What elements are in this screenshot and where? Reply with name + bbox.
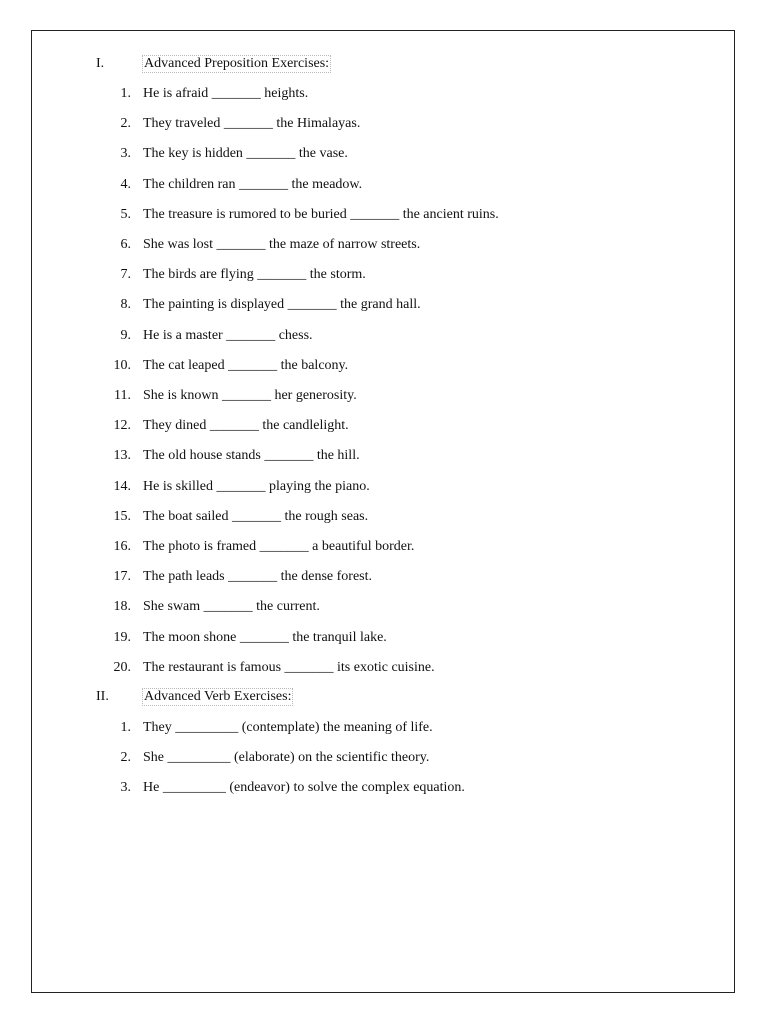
exercise-item bbox=[0, 236, 768, 256]
item-sentence: The path leads _______ the dense forest. bbox=[143, 569, 372, 585]
item-sentence: The key is hidden _______ the vase. bbox=[143, 146, 348, 162]
item-number: 16. bbox=[113, 539, 131, 554]
item-number: 13. bbox=[113, 448, 131, 464]
item-sentence: The boat sailed _______ the rough seas. bbox=[143, 508, 369, 524]
item-sentence: He is a master _______ chess. bbox=[143, 327, 313, 343]
exercise-item bbox=[0, 598, 768, 618]
item-sentence: They dined _______ the candlelight. bbox=[143, 418, 349, 434]
item-sentence: The children ran _______ the meadow. bbox=[143, 176, 363, 192]
item-number: 4. bbox=[120, 176, 131, 192]
item-sentence: She swam _______ the current. bbox=[143, 599, 320, 615]
exercise-item bbox=[0, 296, 768, 316]
exercise-item bbox=[0, 266, 768, 286]
item-sentence: The restaurant is famous _______ its exotic cuisine. bbox=[143, 659, 435, 675]
item-number: 3. bbox=[120, 146, 131, 162]
item-number: 8. bbox=[120, 297, 131, 313]
item-number: 5. bbox=[120, 206, 131, 222]
exercise-item bbox=[0, 145, 768, 165]
item-number: 19. bbox=[113, 629, 131, 645]
exercise-item bbox=[0, 417, 768, 437]
item-sentence: He _________ (endeavor) to solve the complex equation. bbox=[143, 780, 465, 795]
item-sentence: He is afraid _______ heights. bbox=[143, 86, 309, 101]
exercise-item bbox=[0, 357, 768, 377]
item-number: 10. bbox=[113, 357, 131, 373]
exercise-item bbox=[0, 115, 768, 135]
item-sentence: The old house stands _______ the hill. bbox=[143, 448, 360, 464]
item-sentence: They _________ (contemplate) the meaning of life. bbox=[143, 720, 433, 735]
item-number: 9. bbox=[120, 327, 131, 343]
item-number: 1. bbox=[120, 86, 131, 101]
item-sentence: The painting is displayed _______ the grand hall. bbox=[143, 297, 421, 313]
section-numeral: I. bbox=[96, 56, 105, 71]
item-sentence: She is known _______ her generosity. bbox=[143, 388, 357, 403]
exercise-item bbox=[0, 176, 768, 196]
section-numeral: II. bbox=[96, 689, 109, 704]
item-sentence: She _________ (elaborate) on the scientific theory. bbox=[143, 750, 430, 765]
item-number: 2. bbox=[120, 750, 131, 765]
exercise-item bbox=[0, 629, 768, 649]
item-sentence: The photo is framed _______ a beautiful border. bbox=[143, 539, 415, 554]
exercise-item bbox=[0, 206, 768, 226]
exercise-item bbox=[0, 749, 768, 769]
item-number: 14. bbox=[113, 478, 131, 494]
exercise-item bbox=[0, 478, 768, 498]
exercise-item bbox=[0, 568, 768, 588]
item-number: 6. bbox=[120, 237, 131, 252]
item-sentence: She was lost _______ the maze of narrow streets. bbox=[143, 237, 421, 252]
exercise-item bbox=[0, 779, 768, 799]
item-sentence: The birds are flying _______ the storm. bbox=[143, 267, 366, 283]
item-number: 12. bbox=[113, 418, 131, 434]
item-number: 7. bbox=[120, 267, 131, 283]
section-title: Advanced Verb Exercises: bbox=[144, 689, 292, 704]
section-title: Advanced Preposition Exercises: bbox=[144, 56, 330, 71]
exercise-item bbox=[0, 508, 768, 528]
item-sentence: He is skilled _______ playing the piano. bbox=[143, 478, 370, 494]
exercise-item bbox=[0, 85, 768, 105]
exercise-item bbox=[0, 327, 768, 347]
exercise-item bbox=[0, 447, 768, 467]
item-number: 17. bbox=[113, 569, 131, 585]
item-sentence: The moon shone _______ the tranquil lake. bbox=[143, 629, 387, 645]
exercise-item bbox=[0, 387, 768, 407]
item-number: 3. bbox=[120, 780, 131, 795]
item-sentence: The treasure is rumored to be buried _______ the ancient ruins. bbox=[143, 206, 499, 222]
exercise-item bbox=[0, 659, 768, 679]
item-number: 18. bbox=[113, 599, 131, 615]
item-number: 11. bbox=[114, 388, 131, 403]
item-number: 2. bbox=[120, 116, 131, 132]
item-number: 20. bbox=[113, 659, 131, 675]
exercise-item bbox=[0, 538, 768, 558]
item-sentence: They traveled _______ the Himalayas. bbox=[143, 116, 361, 132]
exercise-item bbox=[0, 719, 768, 739]
item-sentence: The cat leaped _______ the balcony. bbox=[143, 357, 349, 373]
item-number: 15. bbox=[113, 508, 131, 524]
item-number: 1. bbox=[120, 720, 131, 735]
